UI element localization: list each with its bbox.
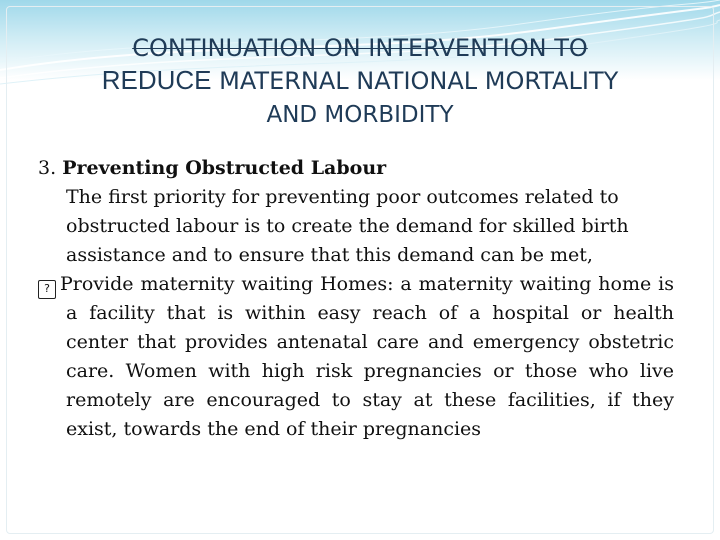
- section-heading-text: Preventing Obstructed Labour: [62, 157, 387, 179]
- title-line-2-rest: MATERNAL NATIONAL MORTALITY: [219, 66, 619, 95]
- slide-title: [20, 34, 700, 130]
- title-line-1: CONTINUATION ON INTERVENTION TO: [132, 34, 588, 62]
- title-line-2-prefix: REDUCE: [101, 64, 212, 95]
- missing-glyph-icon: ?: [38, 280, 56, 299]
- title-line-2: [20, 65, 700, 96]
- bullet-text: Provide maternity waiting Homes: a maternity waiting home is a facility that is within easy reach of a hospital or health center that provides antenatal care and emergency obstetric care. Women with high risk pregnancies or those who live remotely are encouraged to stay at these facilities, if they exist, towards the end of their pregnancies: [60, 273, 674, 440]
- bullet-item: [38, 270, 674, 444]
- section-heading: [38, 154, 674, 183]
- intro-paragraph: The first priority for preventing poor outcomes related to obstructed labour is to create the demand for skilled birth assistance and to ensure that this demand can be met,: [66, 186, 629, 266]
- slide-body: [38, 154, 674, 444]
- title-line-3: AND MORBIDITY: [266, 101, 454, 128]
- section-number: 3.: [38, 157, 57, 179]
